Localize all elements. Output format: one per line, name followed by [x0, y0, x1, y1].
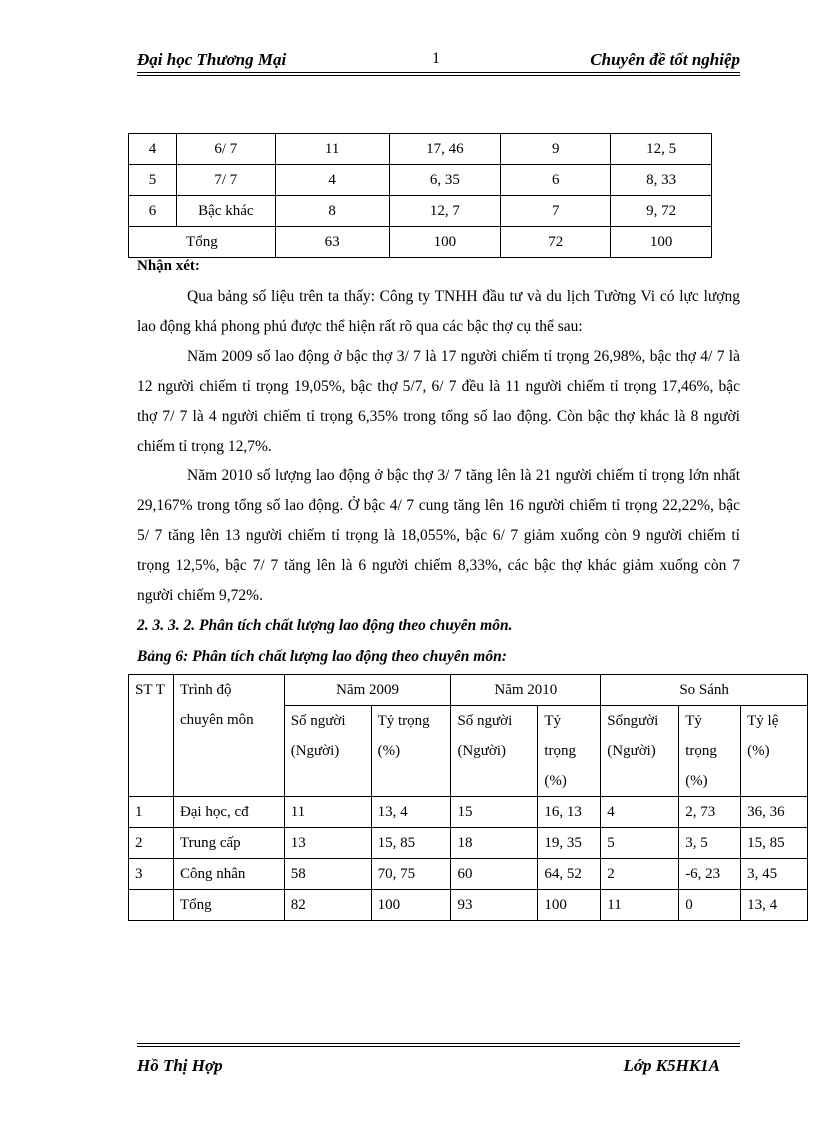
table-cell: 12, 7 [389, 196, 501, 227]
header-year-2009: Năm 2009 [284, 675, 451, 706]
table-cell: 15 [451, 797, 538, 828]
subheader-count-2009: Số người (Người) [284, 706, 371, 797]
table-cell: 72 [501, 227, 611, 258]
table-cell: 2 [129, 828, 174, 859]
paragraph-text: Năm 2009 số lao động ở bậc thợ 3/ 7 là 17 người chiếm tỉ trọng 26,98%, bậc thợ 4/ 7 là 12 người chiếm tỉ trọng 19,05%, bậc thợ 5/7, 6/ 7 đều là 11 người chiếm tỉ trọng 17,46%, bậc thợ 7/ 7 là 4 người chiếm tỉ trọng 6,35% trong tổng số lao động. Còn bậc thợ khác là 8 người chiếm tỉ trọng 12,7%. [137, 348, 740, 455]
qualification-table [128, 674, 808, 921]
table-cell: 11 [601, 890, 679, 921]
remarks-heading: Nhận xét: [137, 258, 200, 274]
table-cell: 11 [284, 797, 371, 828]
table-cell: 17, 46 [389, 134, 501, 165]
table-cell: 4 [275, 165, 389, 196]
subheader-share-2010: Tỷ trọng (%) [538, 706, 601, 797]
table-cell: 6, 35 [389, 165, 501, 196]
table-cell: 9, 72 [611, 196, 712, 227]
section-heading: 2. 3. 3. 2. Phân tích chất lượng lao động theo chuyên môn. [137, 617, 513, 634]
page-number: 1 [432, 50, 440, 67]
paragraph [137, 282, 740, 342]
table-cell: 16, 13 [538, 797, 601, 828]
table-cell: 100 [538, 890, 601, 921]
table-cell: 2 [601, 859, 679, 890]
table-cell: 0 [679, 890, 741, 921]
worker-grade-table [128, 133, 712, 258]
table-cell: 100 [371, 890, 451, 921]
subheader-count-diff: Sốngười (Người) [601, 706, 679, 797]
table-cell: 1 [129, 797, 174, 828]
table-cell: Trung cấp [173, 828, 284, 859]
table-cell: 100 [611, 227, 712, 258]
table-cell: 7 [501, 196, 611, 227]
table-cell: 15, 85 [741, 828, 808, 859]
table-cell: Tổng [173, 890, 284, 921]
table-cell: 5 [601, 828, 679, 859]
table-cell: 12, 5 [611, 134, 712, 165]
table-cell: 3 [129, 859, 174, 890]
total-label: Tổng [129, 227, 276, 258]
table-cell: 9 [501, 134, 611, 165]
paragraph-text: Qua bảng số liệu trên ta thấy: Công ty TNHH đầu tư và du lịch Tường Vi có lực lượng lao động khá phong phú được thể hiện rất rõ qua các bậc thợ cụ thể sau: [137, 288, 740, 335]
table-header-row [129, 675, 808, 706]
table-total-row [129, 227, 712, 258]
subheader-share-diff: Tỷ trọng (%) [679, 706, 741, 797]
table-cell: 3, 45 [741, 859, 808, 890]
table-row [129, 797, 808, 828]
table-row [129, 859, 808, 890]
page-header [137, 50, 740, 72]
header-title: Chuyên đề tốt nghiệp [590, 50, 740, 69]
table-row [129, 196, 712, 227]
paragraph [137, 461, 740, 611]
table-cell: 13, 4 [371, 797, 451, 828]
table-cell: Bậc khác [176, 196, 275, 227]
table-total-row [129, 890, 808, 921]
header-rule-double [137, 75, 740, 76]
table-cell: 63 [275, 227, 389, 258]
table-cell: 4 [601, 797, 679, 828]
subheader-count-2010: Số người (Người) [451, 706, 538, 797]
table-cell: 8, 33 [611, 165, 712, 196]
header-rule [137, 72, 740, 73]
table-row [129, 134, 712, 165]
table-cell: 15, 85 [371, 828, 451, 859]
table-cell: 2, 73 [679, 797, 741, 828]
table-cell: 8 [275, 196, 389, 227]
table-cell: 60 [451, 859, 538, 890]
paragraph-text: Năm 2010 số lượng lao động ở bậc thợ 3/ 7 tăng lên là 21 người chiếm tỉ trọng lớn nhất 29,167% trong tổng số lao động. Ở bậc 4/ 7 cung tăng lên 16 người chiếm tỉ trọng 22,22%, bậc 5/ 7 tăng lên 13 người chiếm tỉ trọng là 18,055%, bậc 6/ 7 giảm xuống còn 9 người chiếm tỉ trọng 12,5%, bậc 7/ 7 tăng lên là 6 người chiếm 8,33%, các bậc thợ khác giảm xuống còn 7 người chiếm 9,72%. [137, 467, 740, 604]
table-cell: 13 [284, 828, 371, 859]
header-qualification: Trình độ chuyên môn [173, 675, 284, 797]
table-cell: 18 [451, 828, 538, 859]
table-cell: 3, 5 [679, 828, 741, 859]
table-cell: 58 [284, 859, 371, 890]
table-row [129, 165, 712, 196]
table-cell [129, 890, 174, 921]
table-cell: 82 [284, 890, 371, 921]
header-university: Đại học Thương Mại [137, 50, 287, 69]
table-cell: 13, 4 [741, 890, 808, 921]
table-cell: 36, 36 [741, 797, 808, 828]
table-cell: 6 [501, 165, 611, 196]
table-cell: 11 [275, 134, 389, 165]
footer-rule-double [137, 1046, 740, 1047]
paragraph [137, 342, 740, 462]
footer-class: Lớp K5HK1A [623, 1056, 720, 1075]
table-cell: 6 [129, 196, 177, 227]
footer-author: Hồ Thị Hợp [137, 1056, 223, 1075]
footer-rule [137, 1043, 740, 1044]
table-cell: -6, 23 [679, 859, 741, 890]
table-cell: 93 [451, 890, 538, 921]
subheader-rate-diff: Tỷ lệ (%) [741, 706, 808, 797]
table-row [129, 828, 808, 859]
header-comparison: So Sánh [601, 675, 808, 706]
table-cell: Công nhân [173, 859, 284, 890]
table-cell: 5 [129, 165, 177, 196]
table-cell: 19, 35 [538, 828, 601, 859]
table-cell: 6/ 7 [176, 134, 275, 165]
table-cell: 64, 52 [538, 859, 601, 890]
table-cell: 100 [389, 227, 501, 258]
table-cell: Đại học, cđ [173, 797, 284, 828]
table-cell: 70, 75 [371, 859, 451, 890]
table-caption: Bảng 6: Phân tích chất lượng lao động theo chuyên môn: [137, 648, 507, 665]
table-cell: 4 [129, 134, 177, 165]
table-cell: 7/ 7 [176, 165, 275, 196]
subheader-share-2009: Tỷ trọng (%) [371, 706, 451, 797]
header-year-2010: Năm 2010 [451, 675, 601, 706]
header-stt: ST T [129, 675, 174, 797]
page-footer [137, 1056, 720, 1078]
